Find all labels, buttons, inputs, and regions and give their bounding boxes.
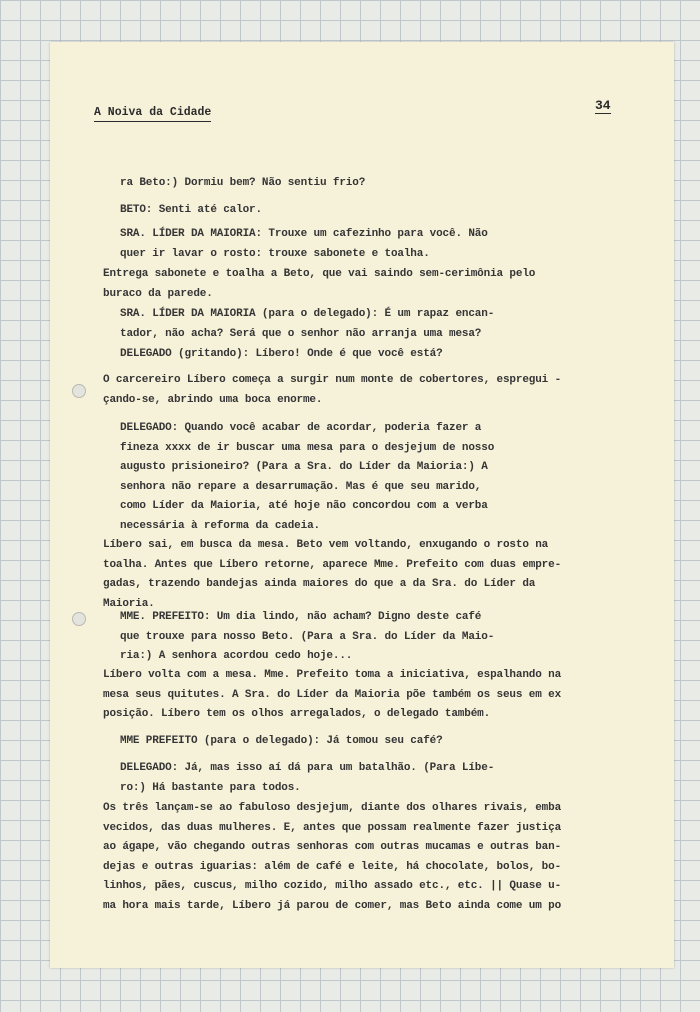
stage-direction-line: linhos, pães, cuscus, milho cozido, milho assado etc., etc. || Quase u- — [103, 880, 562, 893]
stage-direction-line: Líbero sai, em busca da mesa. Beto vem voltando, enxugando o rosto na — [103, 539, 549, 551]
stage-direction-line: Líbero volta com a mesa. Mme. Prefeito toma a iniciativa, espalhando na — [103, 669, 562, 681]
dialogue-line: augusto prisioneiro? (Para a Sra. do Líder da Maioria:) A — [120, 461, 488, 474]
dialogue-line: quer ir lavar o rosto: trouxe sabonete e toalha. — [120, 247, 430, 260]
dialogue-line: SRA. LÍDER DA MAIORIA (para o delegado): É um rapaz encan- — [120, 308, 495, 320]
stage-direction-line: buraco da parede. — [103, 287, 213, 300]
dialogue-line: fineza xxxx de ir buscar uma mesa para o desjejum de nosso — [120, 441, 495, 454]
stage-direction-line: vecidos, das duas mulheres. E, antes que possam realmente fazer justiça — [103, 821, 562, 834]
dialogue-line: DELEGADO: Quando você acabar de acordar, poderia fazer a — [120, 422, 482, 434]
stage-direction-line: ao ágape, vão chegando outras senhoras com outras mucamas e outras ban- — [103, 841, 562, 854]
script-title: A Noiva da Cidade — [94, 106, 211, 122]
dialogue-line: BETO: Senti até calor. — [120, 204, 262, 216]
dialogue-line: senhora não repare a desarrumação. Mas é que seu marido, — [120, 480, 482, 493]
typewritten-page — [50, 42, 674, 968]
dialogue-line: ro:) Há bastante para todos. — [120, 781, 301, 794]
script-body — [50, 42, 674, 968]
dialogue-line: SRA. LÍDER DA MAIORIA: Trouxe um cafezinho para você. Não — [120, 228, 488, 240]
dialogue-line: DELEGADO: Já, mas isso aí dá para um batalhão. (Para Líbe- — [120, 762, 495, 774]
stage-direction-line: toalha. Antes que Líbero retorne, aparece Mme. Prefeito com duas empre- — [103, 558, 562, 571]
stage-direction-line: mesa seus quitutes. A Sra. do Líder da Maioria põe também os seus em ex — [103, 688, 562, 701]
dialogue-line: necessária à reforma da cadeia. — [120, 520, 320, 532]
dialogue-line: tador, não acha? Será que o senhor não arranja uma mesa? — [120, 327, 482, 340]
stage-direction-line: Entrega sabonete e toalha a Beto, que vai saindo sem-cerimônia pelo — [103, 268, 536, 280]
dialogue-line: que trouxe para nosso Beto. (Para a Sra. do Líder da Maio- — [120, 630, 495, 643]
dialogue-line: MME PREFEITO (para o delegado): Já tomou seu café? — [120, 735, 443, 747]
page-number: 34 — [595, 98, 611, 113]
dialogue-line: ra Beto:) Dormiu bem? Não sentiu frio? — [120, 177, 366, 189]
stage-direction-line: gadas, trazendo bandejas ainda maiores do que a da Sra. do Líder da — [103, 578, 536, 591]
dialogue-line: ria:) A senhora acordou cedo hoje... — [120, 650, 353, 663]
dialogue-line: DELEGADO (gritando): Líbero! Onde é que você está? — [120, 348, 443, 360]
stage-direction-line: Maioria. — [103, 597, 155, 610]
stage-direction-line: Os três lançam-se ao fabuloso desjejum, diante dos olhares rivais, emba — [103, 802, 562, 814]
stage-direction-line: ma hora mais tarde, Líbero já parou de comer, mas Beto ainda come um po — [103, 900, 562, 912]
stage-direction-line: posição. Líbero tem os olhos arregalados, o delegado também. — [103, 708, 491, 721]
stage-direction-line: çando-se, abrindo uma boca enorme. — [103, 393, 323, 406]
dialogue-line: como Líder da Maioria, até hoje não concordou com a verba — [120, 500, 488, 513]
stage-direction-line: O carcereiro Líbero começa a surgir num monte de cobertores, espregui - — [103, 374, 562, 386]
stage-direction-line: dejas e outras iguarias: além de café e leite, há chocolate, bolos, bo- — [103, 860, 562, 873]
dialogue-line: MME. PREFEITO: Um dia lindo, não acham? Digno deste café — [120, 611, 482, 623]
